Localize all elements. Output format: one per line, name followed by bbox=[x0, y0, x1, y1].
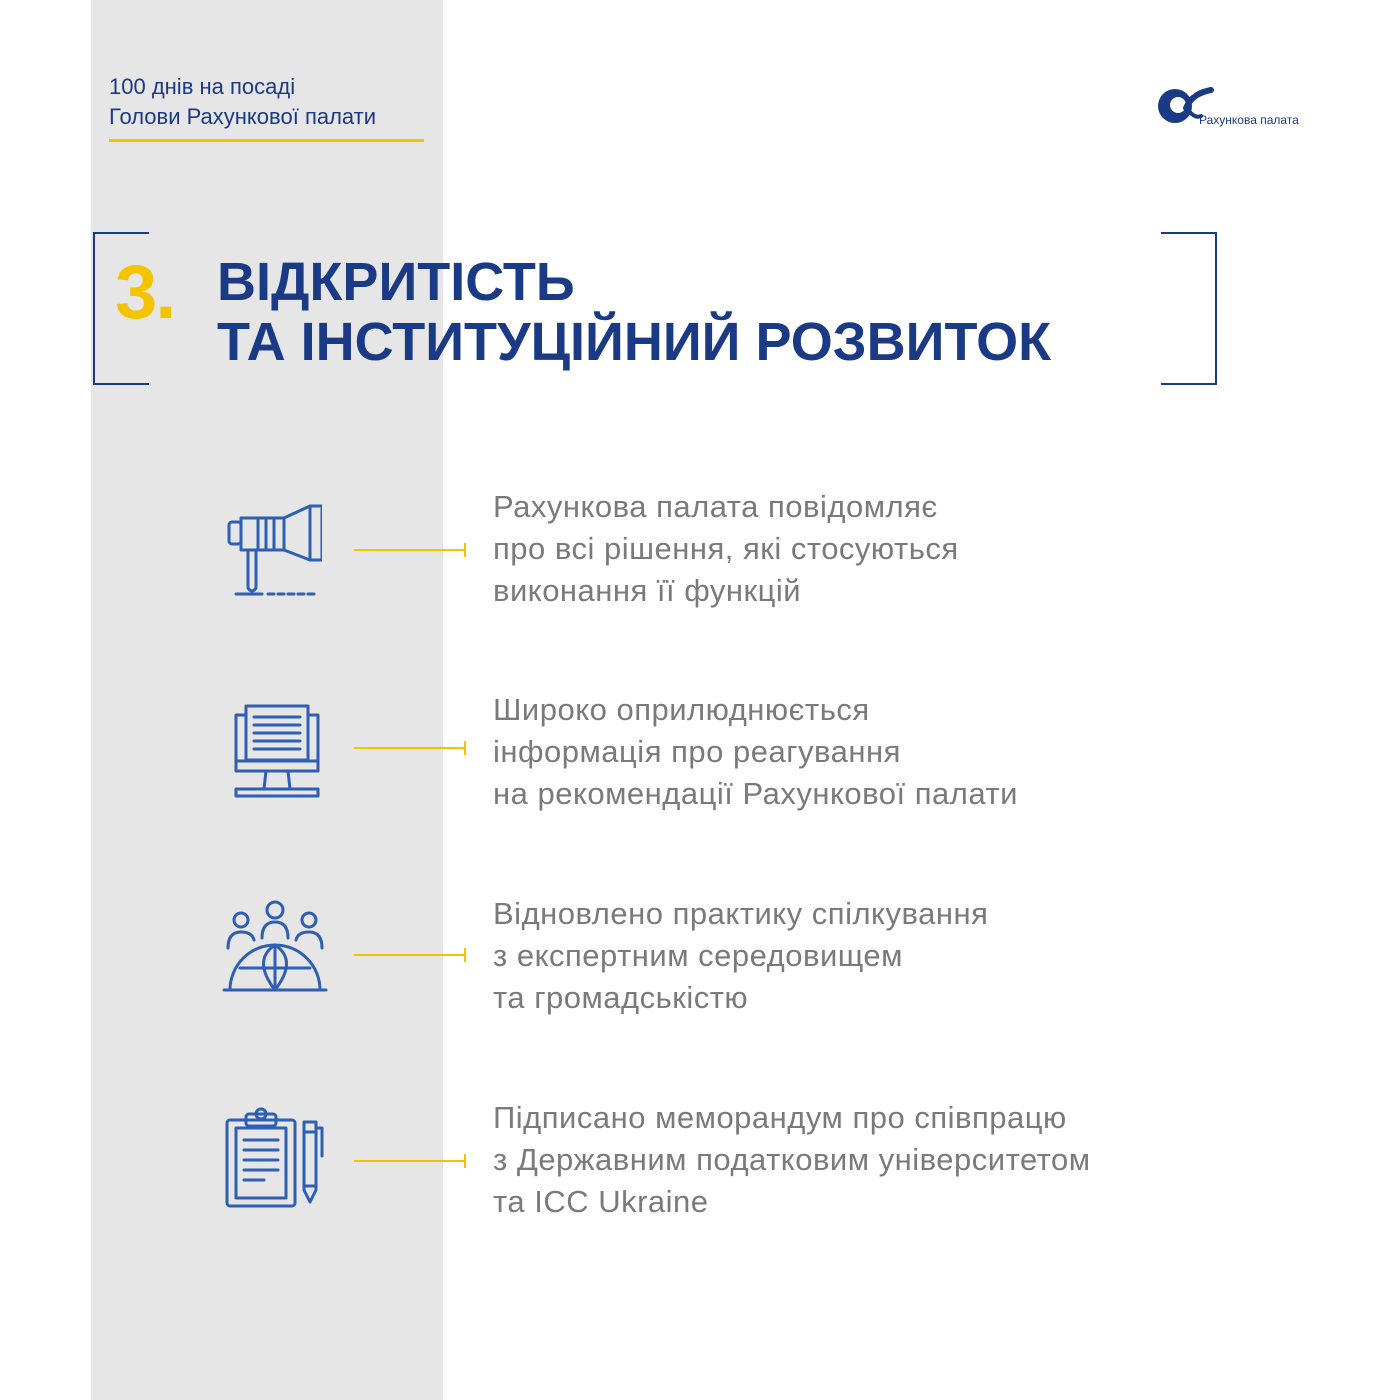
clipboard-pen-icon bbox=[224, 1106, 326, 1208]
item-text-line: Рахункова палата повідомляє bbox=[493, 489, 938, 524]
item-text-line: Підписано меморандум про співпрацю bbox=[493, 1100, 1067, 1135]
item-text bbox=[493, 893, 988, 1019]
megaphone-icon bbox=[222, 500, 322, 600]
connector-line bbox=[354, 954, 466, 957]
item-text-line: на рекомендації Рахункової палати bbox=[493, 776, 1018, 811]
frame-bracket-right-top bbox=[1161, 232, 1217, 234]
header-subtitle: Голови Рахункової палати bbox=[109, 104, 377, 129]
item-text-line: з експертним середовищем bbox=[493, 938, 903, 973]
section-title-line1: ВІДКРИТІСТЬ bbox=[217, 252, 575, 312]
section-title bbox=[217, 252, 1051, 372]
section-title-line2: ТА ІНСТИТУЦІЙНИЙ РОЗВИТОК bbox=[217, 312, 1052, 372]
frame-bracket-left bbox=[93, 232, 95, 385]
item-text-line: та ICC Ukraine bbox=[493, 1184, 709, 1219]
connector-line bbox=[354, 549, 466, 552]
frame-bracket-right-bottom bbox=[1161, 383, 1217, 385]
item-text-line: Широко оприлюднюється bbox=[493, 692, 870, 727]
header bbox=[109, 72, 424, 142]
header-title: 100 днів на посаді bbox=[109, 74, 296, 99]
frame-bracket-left-bottom bbox=[93, 383, 149, 385]
item-text bbox=[493, 689, 1018, 815]
people-globe-icon bbox=[222, 900, 328, 994]
item-text bbox=[493, 1097, 1091, 1223]
item-text-line: виконання її функцій bbox=[493, 573, 802, 608]
item-text-line: про всі рішення, які стосуються bbox=[493, 531, 959, 566]
connector-line bbox=[354, 1160, 466, 1163]
item-text-line: інформація про реагування bbox=[493, 734, 901, 769]
logo-text: Рахункова палата bbox=[1199, 113, 1299, 127]
item-text bbox=[493, 486, 959, 612]
section-number: 3. bbox=[115, 250, 175, 335]
computer-document-icon bbox=[232, 703, 322, 801]
header-underline bbox=[109, 139, 424, 142]
item-text-line: та громадськістю bbox=[493, 980, 749, 1015]
frame-bracket-right bbox=[1215, 232, 1217, 385]
item-text-line: Відновлено практику спілкування bbox=[493, 896, 989, 931]
frame-bracket-left-top bbox=[93, 232, 149, 234]
item-text-line: з Державним податковим університетом bbox=[493, 1142, 1091, 1177]
connector-line bbox=[354, 747, 466, 750]
